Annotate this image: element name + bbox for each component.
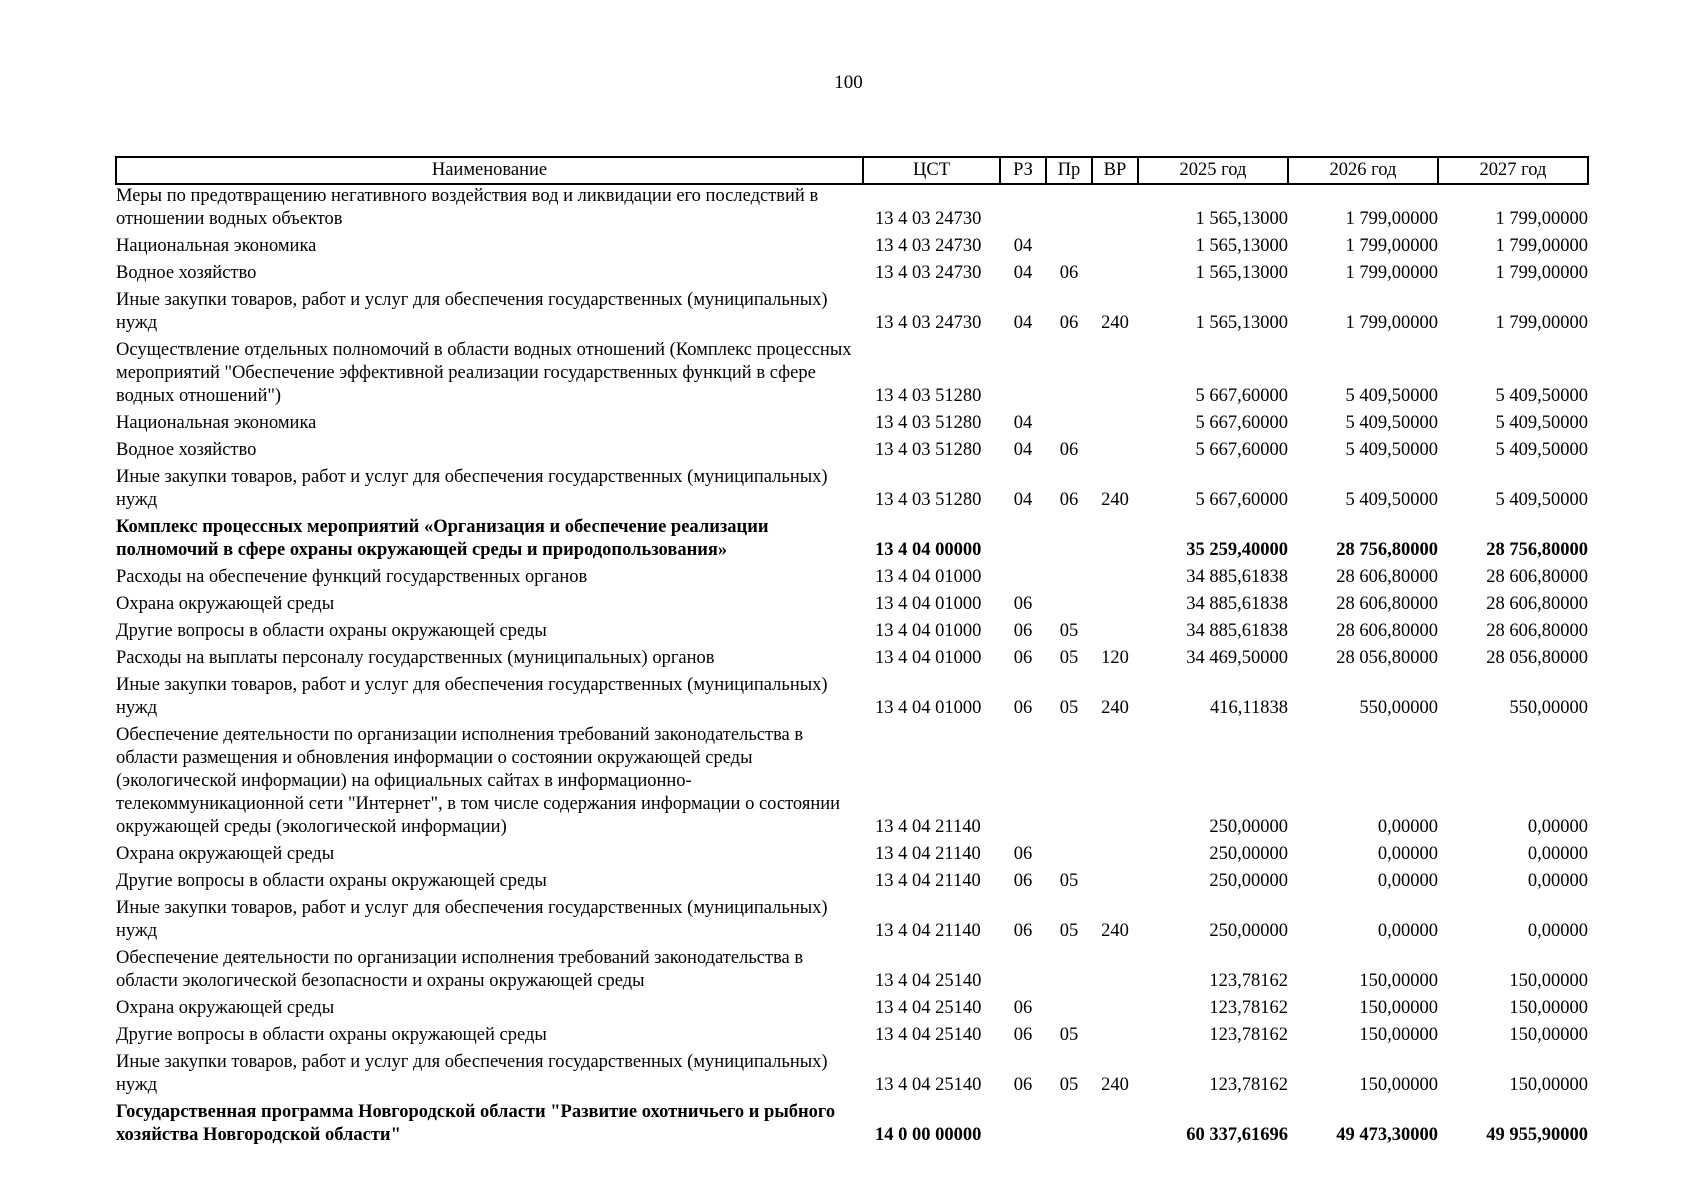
cell-rz: 04 <box>1013 313 1033 333</box>
cell-name: Другие вопросы в области охраны окружающей среды <box>116 1025 547 1045</box>
cell-rz <box>1000 947 1046 997</box>
cell-2026: 5 409,50000 <box>1345 440 1438 460</box>
cell-vr <box>1092 843 1138 870</box>
table-row <box>116 412 1588 439</box>
cell-pr <box>1046 843 1092 870</box>
table-row <box>116 1101 1588 1151</box>
cell-rz <box>1000 1101 1046 1151</box>
cell-vr: 120 <box>1101 648 1129 668</box>
cell-rz: 06 <box>1013 1075 1033 1095</box>
cell-2026: 550,00000 <box>1359 698 1438 718</box>
table-row <box>116 947 1588 997</box>
cell-vr <box>1092 339 1138 412</box>
table-row <box>116 339 1588 412</box>
cell-2025: 416,11838 <box>1210 698 1288 718</box>
cell-pr: 06 <box>1059 440 1079 460</box>
cell-pr: 06 <box>1059 313 1079 333</box>
cell-2026: 150,00000 <box>1359 1025 1438 1045</box>
cell-2025: 250,00000 <box>1209 844 1288 864</box>
cell-2025: 34 885,61838 <box>1186 594 1288 614</box>
cell-rz <box>1000 724 1046 843</box>
cell-2027: 28 756,80000 <box>1486 540 1588 560</box>
cell-2026: 0,00000 <box>1377 844 1438 864</box>
cell-pr <box>1046 593 1092 620</box>
cell-cst: 13 4 03 24730 <box>875 236 982 256</box>
table-row <box>116 674 1588 724</box>
cell-name: Обеспечение деятельности по организации исполнения требований законодательства в области размещения и обновления информации о состоянии окружающей среды (экологической информации) на официальных сайтах в информационно-телекоммуникационной сети "Интернет", в том числе содержания информации о состоянии окружающей среды (экологической информации) <box>116 725 841 837</box>
cell-pr <box>1046 566 1092 593</box>
table-row <box>116 897 1588 947</box>
cell-pr: 05 <box>1059 1075 1079 1095</box>
cell-2027: 150,00000 <box>1509 1075 1588 1095</box>
cell-2027: 28 056,80000 <box>1486 648 1588 668</box>
cell-rz: 06 <box>1013 621 1033 641</box>
table-row <box>116 1024 1588 1051</box>
cell-name: Комплекс процессных мероприятий «Организация и обеспечение реализации полномочий в сфере охраны окружающей среды и природопользования» <box>116 517 769 560</box>
cell-vr: 240 <box>1101 698 1129 718</box>
budget-table <box>115 156 1589 1151</box>
table-row <box>116 870 1588 897</box>
cell-rz: 06 <box>1013 594 1033 614</box>
cell-rz <box>1000 516 1046 566</box>
cell-cst: 13 4 04 00000 <box>875 540 982 560</box>
table-row <box>116 593 1588 620</box>
cell-rz <box>1000 566 1046 593</box>
cell-rz: 04 <box>1013 263 1033 283</box>
cell-cst: 13 4 04 25140 <box>875 998 982 1018</box>
cell-vr <box>1092 566 1138 593</box>
cell-cst: 13 4 03 24730 <box>875 209 982 229</box>
cell-rz: 06 <box>1013 844 1033 864</box>
cell-vr <box>1092 947 1138 997</box>
cell-vr <box>1092 593 1138 620</box>
cell-cst: 13 4 03 51280 <box>875 490 982 510</box>
header-cst: ЦСТ <box>863 157 1000 184</box>
cell-2027: 150,00000 <box>1509 971 1588 991</box>
table-row <box>116 516 1588 566</box>
cell-2025: 5 667,60000 <box>1195 490 1288 510</box>
cell-2025: 250,00000 <box>1209 921 1288 941</box>
cell-2025: 250,00000 <box>1209 871 1288 891</box>
cell-vr <box>1092 620 1138 647</box>
cell-2027: 28 606,80000 <box>1486 594 1588 614</box>
cell-name: Национальная экономика <box>116 236 317 256</box>
header-name: Наименование <box>116 157 863 184</box>
cell-cst: 14 0 00 00000 <box>875 1125 982 1145</box>
cell-cst: 13 4 04 21140 <box>875 817 981 837</box>
cell-name: Иные закупки товаров, работ и услуг для обеспечения государственных (муниципальных) нужд <box>116 898 828 941</box>
table-body <box>116 184 1588 1151</box>
cell-vr: 240 <box>1101 1075 1129 1095</box>
cell-2026: 28 056,80000 <box>1336 648 1438 668</box>
cell-2025: 34 885,61838 <box>1186 567 1288 587</box>
cell-2025: 5 667,60000 <box>1195 386 1288 406</box>
cell-2025: 34 469,50000 <box>1186 648 1288 668</box>
cell-cst: 13 4 03 51280 <box>875 386 982 406</box>
cell-2027: 0,00000 <box>1527 844 1588 864</box>
cell-pr <box>1046 235 1092 262</box>
cell-name: Другие вопросы в области охраны окружающей среды <box>116 871 547 891</box>
cell-vr <box>1092 997 1138 1024</box>
cell-2026: 5 409,50000 <box>1345 413 1438 433</box>
cell-2027: 1 799,00000 <box>1495 236 1588 256</box>
cell-cst: 13 4 04 01000 <box>875 698 982 718</box>
cell-2026: 1 799,00000 <box>1345 209 1438 229</box>
cell-2025: 5 667,60000 <box>1195 413 1288 433</box>
cell-pr: 05 <box>1059 698 1079 718</box>
cell-cst: 13 4 03 24730 <box>875 313 982 333</box>
cell-cst: 13 4 04 21140 <box>875 844 981 864</box>
cell-2025: 34 885,61838 <box>1186 621 1288 641</box>
cell-2025: 123,78162 <box>1209 971 1288 991</box>
cell-pr: 05 <box>1059 621 1079 641</box>
cell-2027: 0,00000 <box>1527 921 1588 941</box>
cell-cst: 13 4 04 01000 <box>875 594 982 614</box>
cell-cst: 13 4 04 01000 <box>875 567 982 587</box>
cell-pr <box>1046 516 1092 566</box>
cell-pr <box>1046 997 1092 1024</box>
cell-vr <box>1092 870 1138 897</box>
cell-2027: 1 799,00000 <box>1495 313 1588 333</box>
cell-2025: 1 565,13000 <box>1195 209 1288 229</box>
cell-2027: 1 799,00000 <box>1495 209 1588 229</box>
cell-pr <box>1046 184 1092 235</box>
table-row <box>116 235 1588 262</box>
cell-2025: 123,78162 <box>1209 998 1288 1018</box>
table-row <box>116 1051 1588 1101</box>
cell-rz: 04 <box>1013 236 1033 256</box>
cell-2025: 250,00000 <box>1209 817 1288 837</box>
cell-name: Охрана окружающей среды <box>116 998 335 1018</box>
cell-2026: 5 409,50000 <box>1345 386 1438 406</box>
cell-2026: 0,00000 <box>1377 921 1438 941</box>
cell-pr <box>1046 947 1092 997</box>
cell-cst: 13 4 04 25140 <box>875 971 982 991</box>
cell-2026: 150,00000 <box>1359 998 1438 1018</box>
cell-2026: 1 799,00000 <box>1345 263 1438 283</box>
table-row <box>116 262 1588 289</box>
table-row <box>116 289 1588 339</box>
cell-2027: 1 799,00000 <box>1495 263 1588 283</box>
cell-name: Меры по предотвращению негативного воздействия вод и ликвидации его последствий в отношении водных объектов <box>116 186 819 229</box>
cell-cst: 13 4 04 25140 <box>875 1025 982 1045</box>
table-row <box>116 647 1588 674</box>
header-2027: 2027 год <box>1438 157 1588 184</box>
cell-vr <box>1092 184 1138 235</box>
cell-name: Национальная экономика <box>116 413 317 433</box>
cell-name: Другие вопросы в области охраны окружающей среды <box>116 621 547 641</box>
cell-2027: 5 409,50000 <box>1495 440 1588 460</box>
cell-pr <box>1046 339 1092 412</box>
cell-2027: 49 955,90000 <box>1486 1125 1588 1145</box>
cell-rz: 06 <box>1013 1025 1033 1045</box>
cell-2027: 150,00000 <box>1509 1025 1588 1045</box>
cell-cst: 13 4 04 21140 <box>875 871 981 891</box>
cell-2027: 5 409,50000 <box>1495 413 1588 433</box>
cell-2026: 5 409,50000 <box>1345 490 1438 510</box>
cell-name: Иные закупки товаров, работ и услуг для обеспечения государственных (муниципальных) нужд <box>116 290 828 333</box>
header-vr: ВР <box>1092 157 1138 184</box>
cell-name: Иные закупки товаров, работ и услуг для обеспечения государственных (муниципальных) нужд <box>116 675 828 718</box>
cell-pr <box>1046 724 1092 843</box>
cell-cst: 13 4 04 01000 <box>875 648 982 668</box>
cell-2026: 150,00000 <box>1359 1075 1438 1095</box>
cell-rz: 06 <box>1013 648 1033 668</box>
cell-2027: 28 606,80000 <box>1486 567 1588 587</box>
cell-vr <box>1092 1024 1138 1051</box>
cell-2026: 28 606,80000 <box>1336 621 1438 641</box>
cell-pr: 05 <box>1059 871 1079 891</box>
cell-name: Осуществление отдельных полномочий в области водных отношений (Комплекс процессных мероприятий "Обеспечение эффективной реализации государственных функций в сфере водных отношений") <box>116 340 852 406</box>
cell-name: Охрана окружающей среды <box>116 844 335 864</box>
table-row <box>116 566 1588 593</box>
cell-name: Расходы на выплаты персоналу государственных (муниципальных) органов <box>116 648 715 668</box>
cell-vr <box>1092 516 1138 566</box>
table-header <box>116 157 1588 184</box>
cell-vr <box>1092 412 1138 439</box>
cell-2026: 1 799,00000 <box>1345 313 1438 333</box>
cell-pr: 05 <box>1059 1025 1079 1045</box>
cell-rz <box>1000 339 1046 412</box>
cell-2025: 60 337,61696 <box>1186 1125 1288 1145</box>
cell-2026: 1 799,00000 <box>1345 236 1438 256</box>
table-row <box>116 466 1588 516</box>
table-row <box>116 724 1588 843</box>
cell-2026: 0,00000 <box>1377 871 1438 891</box>
cell-2027: 0,00000 <box>1527 817 1588 837</box>
cell-2025: 35 259,40000 <box>1186 540 1288 560</box>
cell-name: Расходы на обеспечение функций государственных органов <box>116 567 588 587</box>
cell-2027: 5 409,50000 <box>1495 386 1588 406</box>
cell-name: Обеспечение деятельности по организации исполнения требований законодательства в области экологической безопасности и охраны окружающей среды <box>116 948 804 991</box>
cell-name: Водное хозяйство <box>116 263 257 283</box>
cell-vr <box>1092 262 1138 289</box>
cell-2025: 123,78162 <box>1209 1025 1288 1045</box>
cell-2027: 28 606,80000 <box>1486 621 1588 641</box>
cell-name: Охрана окружающей среды <box>116 594 335 614</box>
cell-2025: 1 565,13000 <box>1195 263 1288 283</box>
table-row <box>116 997 1588 1024</box>
cell-cst: 13 4 04 01000 <box>875 621 982 641</box>
cell-2025: 1 565,13000 <box>1195 236 1288 256</box>
header-2025: 2025 год <box>1138 157 1288 184</box>
cell-pr: 05 <box>1059 648 1079 668</box>
cell-cst: 13 4 04 25140 <box>875 1075 982 1095</box>
cell-pr: 06 <box>1059 263 1079 283</box>
cell-2026: 0,00000 <box>1377 817 1438 837</box>
table-row <box>116 843 1588 870</box>
cell-vr: 240 <box>1101 921 1129 941</box>
header-pr: Пр <box>1046 157 1092 184</box>
cell-2027: 550,00000 <box>1509 698 1588 718</box>
header-2026: 2026 год <box>1288 157 1438 184</box>
cell-2025: 123,78162 <box>1209 1075 1288 1095</box>
page-number: 100 <box>834 72 863 93</box>
cell-2026: 28 606,80000 <box>1336 567 1438 587</box>
cell-vr <box>1092 235 1138 262</box>
cell-pr: 05 <box>1059 921 1079 941</box>
cell-rz: 04 <box>1013 490 1033 510</box>
cell-vr <box>1092 724 1138 843</box>
cell-2026: 150,00000 <box>1359 971 1438 991</box>
cell-name: Иные закупки товаров, работ и услуг для обеспечения государственных (муниципальных) нужд <box>116 1052 828 1095</box>
cell-rz: 06 <box>1013 921 1033 941</box>
cell-rz: 04 <box>1013 440 1033 460</box>
cell-rz: 06 <box>1013 998 1033 1018</box>
cell-cst: 13 4 03 51280 <box>875 440 982 460</box>
cell-2027: 150,00000 <box>1509 998 1588 1018</box>
cell-pr <box>1046 1101 1092 1151</box>
cell-2027: 5 409,50000 <box>1495 490 1588 510</box>
table-row <box>116 439 1588 466</box>
cell-name: Государственная программа Новгородской области "Развитие охотничьего и рыбного хозяйства Новгородской области" <box>116 1102 836 1145</box>
cell-vr: 240 <box>1101 490 1129 510</box>
cell-2026: 28 756,80000 <box>1336 540 1438 560</box>
header-rz: РЗ <box>1000 157 1046 184</box>
cell-pr <box>1046 412 1092 439</box>
cell-vr <box>1092 439 1138 466</box>
table-row <box>116 184 1588 235</box>
cell-name: Водное хозяйство <box>116 440 257 460</box>
cell-name: Иные закупки товаров, работ и услуг для обеспечения государственных (муниципальных) нужд <box>116 467 828 510</box>
cell-rz: 06 <box>1013 871 1033 891</box>
cell-2026: 28 606,80000 <box>1336 594 1438 614</box>
cell-cst: 13 4 04 21140 <box>875 921 981 941</box>
table-row <box>116 620 1588 647</box>
cell-2025: 5 667,60000 <box>1195 440 1288 460</box>
cell-rz: 06 <box>1013 698 1033 718</box>
cell-pr: 06 <box>1059 490 1079 510</box>
cell-vr: 240 <box>1101 313 1129 333</box>
cell-vr <box>1092 1101 1138 1151</box>
cell-2026: 49 473,30000 <box>1336 1125 1438 1145</box>
cell-cst: 13 4 03 51280 <box>875 413 982 433</box>
cell-2027: 0,00000 <box>1527 871 1588 891</box>
cell-rz <box>1000 184 1046 235</box>
cell-cst: 13 4 03 24730 <box>875 263 982 283</box>
cell-rz: 04 <box>1013 413 1033 433</box>
cell-2025: 1 565,13000 <box>1195 313 1288 333</box>
